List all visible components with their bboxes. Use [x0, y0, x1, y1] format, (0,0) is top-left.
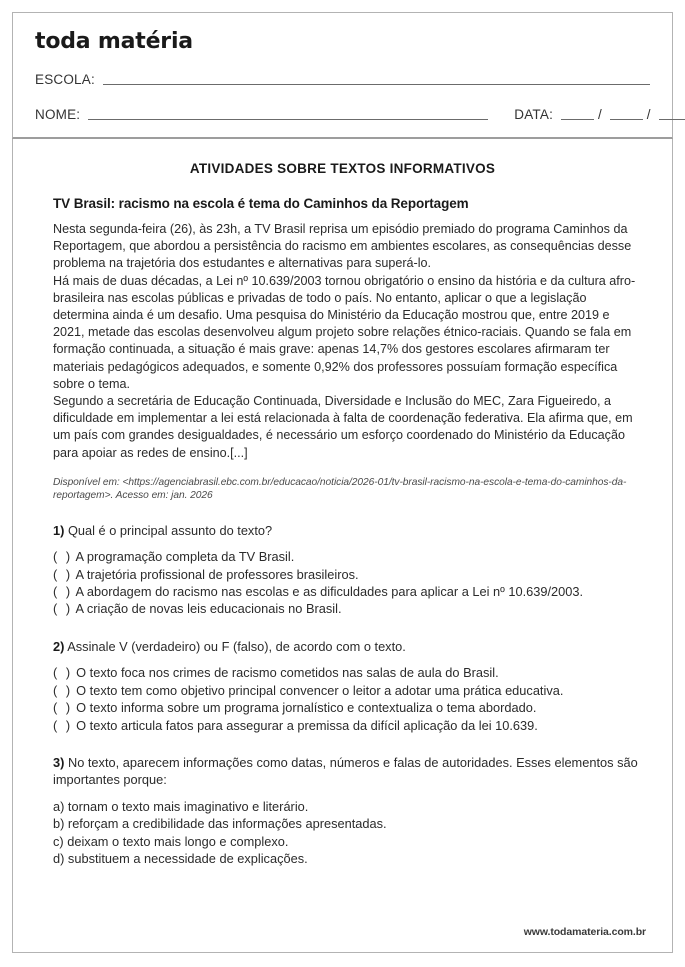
question-3-text: No texto, aparecem informações como datas, números e falas de autoridades. Esses elementos são importantes porque:: [53, 754, 638, 788]
source-attribution: Disponível em: <https://agenciabrasil.ebc.com.br/educacao/noticia/2026-01/tv-brasil-racismo-na-escola-e-tema-do-caminhos-da-reportagem>. Acesso em: jan. 2026: [53, 476, 627, 501]
question-1-text: Qual é o principal assunto do texto?: [67, 522, 273, 538]
option-row[interactable]: d) substituem a necessidade de explicações.: [53, 850, 308, 866]
checkbox-parenthesis[interactable]: ( ): [53, 601, 73, 617]
question-2-number: 2): [53, 638, 65, 654]
checkbox-parenthesis[interactable]: ( ): [53, 549, 73, 565]
checkbox-parenthesis[interactable]: ( ): [53, 700, 73, 716]
name-input-line[interactable]: [88, 118, 488, 120]
question-2-stem: [53, 638, 646, 655]
date-label: DATA:: [514, 107, 554, 122]
checkbox-parenthesis[interactable]: ( ): [53, 682, 73, 698]
option-label: A abordagem do racismo nas escolas e as dificuldades para aplicar a Lei nº 10.639/2003.: [75, 584, 584, 600]
date-day-input-line[interactable]: [561, 118, 594, 120]
school-input-line[interactable]: [103, 83, 650, 85]
checkbox-parenthesis[interactable]: ( ): [53, 665, 73, 681]
article-paragraph: Segundo a secretária de Educação Continuada, Diversidade e Inclusão do MEC, Zara Figueiredo, a dificuldade em implementar a lei está relacionada à falta de coordenação federativa. Ela afirma que, em um país com grandes desigualdades, é necessário um esforço coordenado do Ministério da Educação para apoiar as redes de ensino.[...]: [53, 394, 633, 460]
question-2-options: [53, 664, 646, 734]
option-label: O texto articula fatos para assegurar a premissa da difícil aplicação da lei 10.639.: [76, 717, 538, 733]
option-row[interactable]: [53, 664, 646, 681]
option-row[interactable]: [53, 583, 646, 600]
option-row[interactable]: c) deixam o texto mais longo e complexo.: [53, 833, 289, 849]
question-3-stem: [53, 754, 646, 789]
option-row[interactable]: [53, 548, 646, 565]
question-2-text: Assinale V (verdadeiro) ou F (falso), de acordo com o texto.: [67, 638, 406, 654]
option-row[interactable]: [53, 682, 646, 699]
checkbox-parenthesis[interactable]: ( ): [53, 566, 73, 582]
date-year-input-line[interactable]: [659, 118, 685, 120]
brand-logo: toda matéria: [35, 29, 193, 54]
school-field-row: [35, 72, 650, 88]
question-3: [39, 754, 646, 867]
student-identification-box: [12, 12, 673, 139]
option-label: O texto tem como objetivo principal convencer o leitor a adotar uma prática educativa.: [76, 682, 564, 698]
article-title: TV Brasil: racismo na escola é tema do Caminhos da Reportagem: [53, 196, 469, 211]
date-month-input-line[interactable]: [610, 118, 643, 120]
footer-website: www.todamateria.com.br: [523, 926, 646, 938]
page-title: ATIVIDADES SOBRE TEXTOS INFORMATIVOS: [189, 161, 496, 176]
school-label: ESCOLA:: [35, 72, 95, 87]
article-body: [39, 221, 646, 462]
question-1-stem: [53, 522, 646, 539]
date-separator-2: /: [646, 107, 651, 122]
option-row[interactable]: [53, 699, 646, 716]
question-3-number: 3): [53, 754, 65, 770]
option-label: A programação completa da TV Brasil.: [75, 549, 295, 565]
option-row[interactable]: a) tornam o texto mais imaginativo e literário.: [53, 798, 309, 814]
question-1-number: 1): [53, 522, 65, 538]
question-2: [39, 638, 646, 734]
worksheet-body: [12, 139, 673, 953]
option-label: O texto foca nos crimes de racismo cometidos nas salas de aula do Brasil.: [76, 665, 499, 681]
name-date-field-row: [35, 107, 650, 123]
option-row[interactable]: b) reforçam a credibilidade das informações apresentadas.: [53, 816, 387, 832]
option-row[interactable]: [53, 600, 646, 617]
option-row[interactable]: [53, 566, 646, 583]
option-label: A criação de novas leis educacionais no Brasil.: [75, 601, 342, 617]
question-1: [39, 522, 646, 618]
question-3-options: [53, 798, 646, 868]
date-separator-1: /: [598, 107, 602, 122]
date-field-group: [514, 107, 685, 123]
question-1-options: [53, 548, 646, 618]
article-paragraph: Nesta segunda-feira (26), às 23h, a TV Brasil reprisa um episódio premiado do programa Caminhos da Reportagem, que abordou a persistência do racismo em ambientes escolares, as consequências desse problema na trajetória dos estudantes e alternativas para superá-lo.: [53, 222, 632, 271]
option-label: A trajetória profissional de professores brasileiros.: [75, 566, 359, 582]
option-row[interactable]: [53, 717, 646, 734]
checkbox-parenthesis[interactable]: ( ): [53, 717, 73, 733]
checkbox-parenthesis[interactable]: ( ): [53, 584, 73, 600]
name-label: NOME:: [35, 107, 81, 122]
article-paragraph: Há mais de duas décadas, a Lei nº 10.639/2003 tornou obrigatório o ensino da história e da cultura afro-brasileira nas escolas públicas e privadas de todo o país. No entanto, aplicar o que a legislação determina ainda é um desafio. Uma pesquisa do Ministério da Educação mostrou que, entre 2019 e 2021, metade das escolas desenvolveu algum projeto sobre relações étnico-raciais. Quando se fala em formação continuada, a situação é mais grave: apenas 14,7% dos gestores escolares afirmaram ter materiais pedagógicos adequados, e somente 0,92% dos professores possuíam formação específica sobre o tema.: [53, 273, 636, 391]
option-label: O texto informa sobre um programa jornalístico e contextualiza o tema abordado.: [76, 700, 537, 716]
